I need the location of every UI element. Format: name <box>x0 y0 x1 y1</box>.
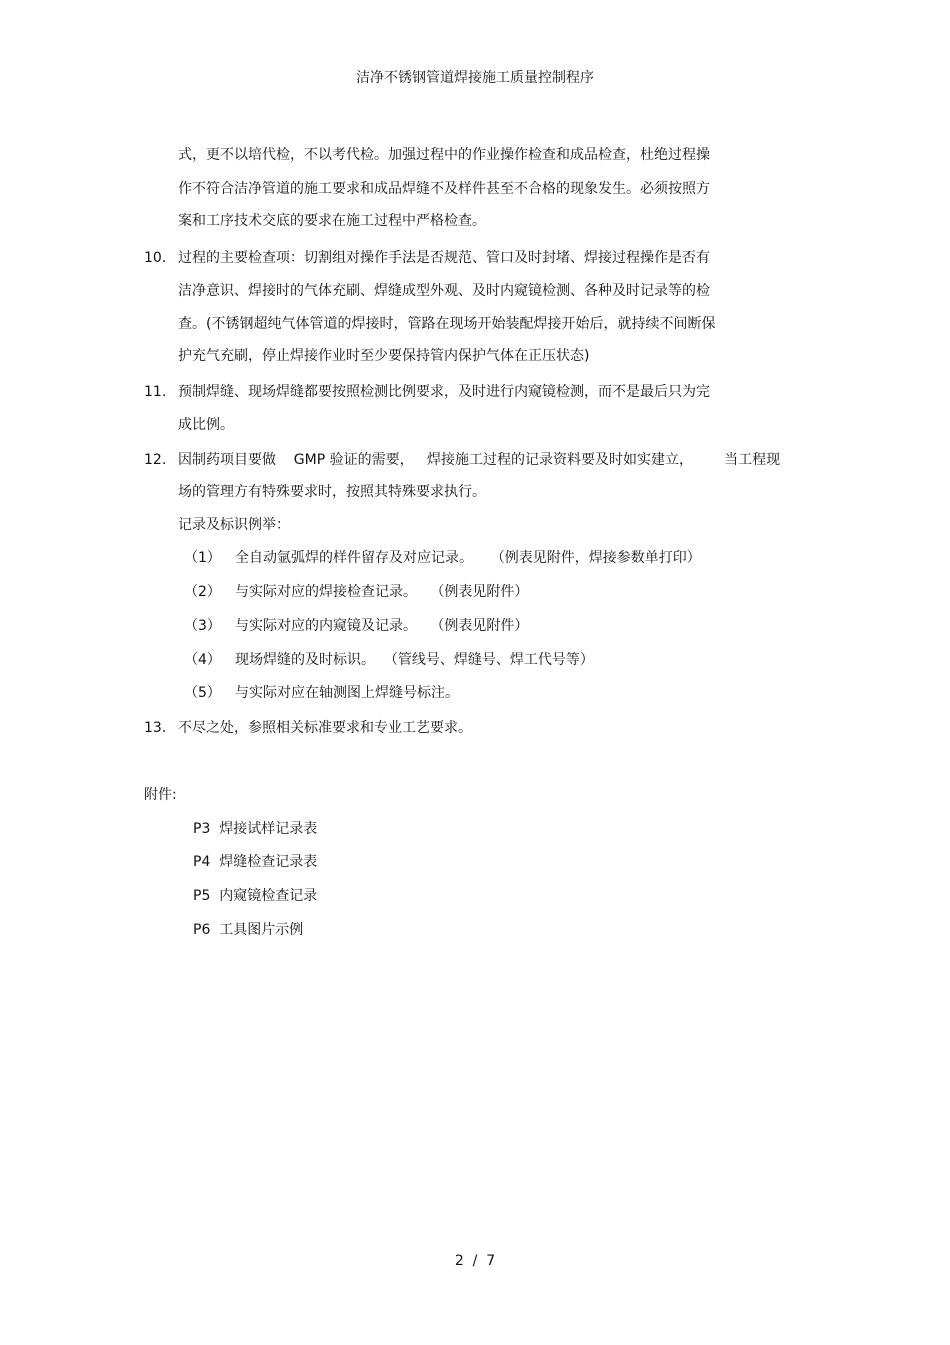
record-text: 与实际对应在轴测图上焊缝号标注。 <box>235 685 459 701</box>
record-text: 现场焊缝的及时标识。 （管线号、焊缝号、焊工代号等） <box>235 652 594 668</box>
record-number: （5） <box>184 685 221 701</box>
item-number: 12. <box>144 452 167 468</box>
text-line: 洁净意识、焊接时的气体充刷、焊缝成型外观、及时内窥镜检测、各种及时记录等的检 <box>178 283 710 299</box>
text-line: 场的管理方有特殊要求时，按照其特殊要求执行。 <box>178 484 486 500</box>
text-line: 预制焊缝、现场焊缝都要按照检测比例要求，及时进行内窥镜检测，而不是最后只为完 <box>178 384 710 400</box>
attachment-item: P4 焊缝检查记录表 <box>193 854 318 870</box>
item-number: 10. <box>144 250 167 266</box>
record-text: 与实际对应的焊接检查记录。 （例表见附件） <box>235 584 529 600</box>
attachment-item: P6 工具图片示例 <box>193 922 304 938</box>
page-number: 2 / 7 <box>454 1253 496 1269</box>
record-number: （1） <box>184 550 221 566</box>
record-text: 与实际对应的内窥镜及记录。 （例表见附件） <box>235 618 529 634</box>
attachment-item: P5 内窥镜检查记录 <box>193 888 318 904</box>
record-number: （3） <box>184 618 221 634</box>
record-number: （2） <box>184 584 221 600</box>
page-header-title: 洁净不锈钢管道焊接施工质量控制程序 <box>356 70 594 86</box>
text-line: 不尽之处，参照相关标准要求和专业工艺要求。 <box>178 720 472 736</box>
record-text: 全自动氩弧焊的样件留存及对应记录。 （例表见附件，焊接参数单打印） <box>235 550 701 566</box>
item-number: 11. <box>144 384 167 400</box>
text-line: 式，更不以培代检，不以考代检。加强过程中的作业操作检查和成品检查，杜绝过程操 <box>178 147 710 163</box>
text-line: 护充气充刷，停止焊接作业时至少要保持管内保护气体在正压状态) <box>178 348 590 364</box>
text-line: 案和工序技术交底的要求在施工过程中严格检查。 <box>178 213 486 229</box>
text-line: 成比例。 <box>178 417 234 433</box>
text-line: 作不符合洁净管道的施工要求和成品焊缝不及样件甚至不合格的现象发生。必须按照方 <box>178 181 710 197</box>
text-line: 过程的主要检查项：切割组对操作手法是否规范、管口及时封堵、焊接过程操作是否有 <box>178 250 710 266</box>
record-number: （4） <box>184 652 221 668</box>
item-number: 13. <box>144 720 167 736</box>
text-line: 因制药项目要做 GMP 验证的需要， 焊接施工过程的记录资料要及时如实建立， 当工程现 <box>178 452 781 468</box>
attachments-label: 附件: <box>144 787 177 803</box>
text-line: 查。(不锈钢超纯气体管道的焊接时，管路在现场开始装配焊接开始后，就持续不间断保 <box>178 316 716 332</box>
text-line: 记录及标识例举： <box>178 517 290 533</box>
attachment-item: P3 焊接试样记录表 <box>193 821 318 837</box>
